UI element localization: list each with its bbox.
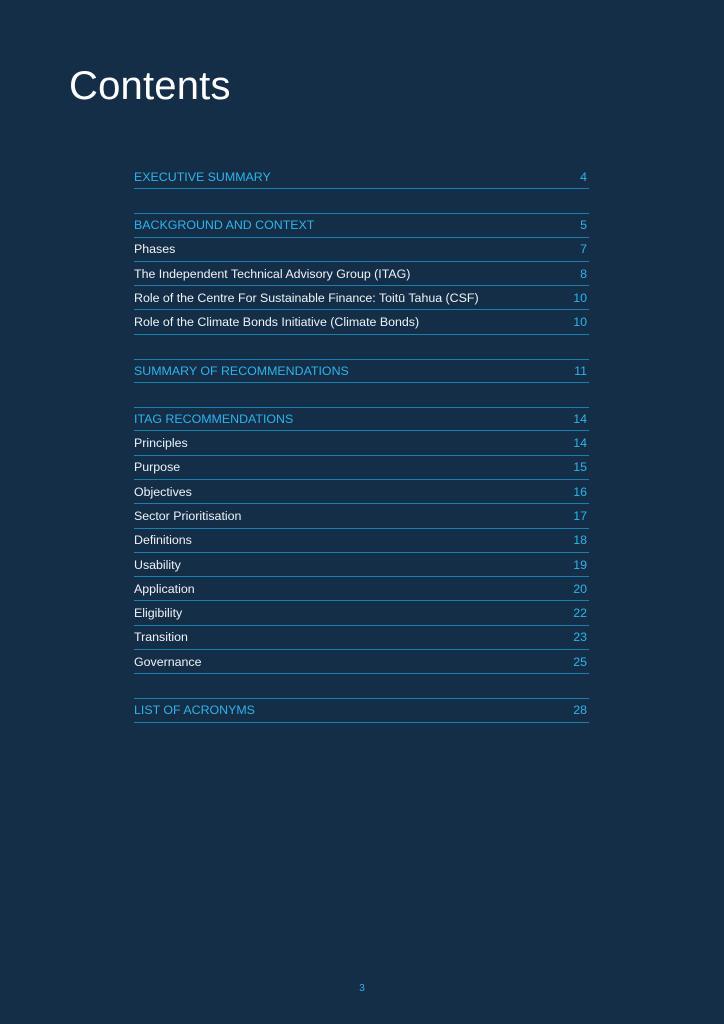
toc-page-number: 14 (573, 436, 587, 451)
toc-section-itag-recommendations (134, 407, 589, 674)
toc-item-label: Sector Prioritisation (134, 508, 242, 523)
toc-section-background-and-context (134, 213, 589, 334)
toc-item-label: Purpose (134, 460, 181, 475)
toc-item-phases[interactable] (134, 238, 589, 262)
toc-page-number: 17 (573, 508, 587, 523)
toc-heading-label: SUMMARY OF RECOMMENDATIONS (134, 363, 349, 378)
toc-page-number: 23 (573, 630, 587, 645)
toc-page-number: 11 (574, 363, 587, 378)
toc-item-usability[interactable] (134, 553, 589, 577)
toc-page-number: 25 (573, 654, 587, 669)
toc-section-executive-summary (134, 165, 589, 189)
toc-item-governance[interactable] (134, 650, 589, 674)
toc-item-transition[interactable] (134, 626, 589, 650)
toc-page-number: 20 (573, 581, 587, 596)
toc-item-label: Usability (134, 557, 181, 572)
toc-page-number: 28 (573, 703, 587, 718)
page-title: Contents (69, 64, 231, 108)
toc-item-label: Role of the Climate Bonds Initiative (Climate Bonds) (134, 315, 420, 330)
toc-page-number: 14 (573, 412, 587, 427)
toc-page-number: 7 (580, 242, 587, 257)
toc-item-purpose[interactable] (134, 456, 589, 480)
toc-item-label: Principles (134, 436, 188, 451)
toc-item-application[interactable] (134, 577, 589, 601)
toc-heading-label: LIST OF ACRONYMS (134, 703, 255, 718)
toc-heading-label: BACKGROUND AND CONTEXT (134, 218, 315, 233)
toc-item-label: The Independent Technical Advisory Group (ITAG) (134, 266, 411, 281)
toc-item-role-of-climate-bonds[interactable] (134, 310, 589, 334)
toc-page-number: 10 (573, 290, 587, 305)
toc-page-number: 4 (580, 169, 587, 184)
toc-page-number: 8 (580, 266, 587, 281)
toc-heading-executive-summary[interactable] (134, 165, 589, 189)
toc-page-number: 19 (573, 557, 587, 572)
toc-item-label: Application (134, 581, 195, 596)
toc-page-number: 10 (573, 315, 587, 330)
toc-item-itag[interactable] (134, 262, 589, 286)
toc-item-label: Transition (134, 630, 188, 645)
toc-item-principles[interactable] (134, 431, 589, 455)
toc-page-number: 18 (573, 533, 587, 548)
page-number: 3 (359, 983, 365, 994)
toc-item-label: Phases (134, 242, 176, 257)
toc-item-label: Governance (134, 654, 202, 669)
toc-page-number: 5 (580, 218, 587, 233)
toc-page-number: 22 (573, 606, 587, 621)
toc-heading-label: EXECUTIVE SUMMARY (134, 169, 271, 184)
toc-item-label: Eligibility (134, 606, 183, 621)
toc-item-objectives[interactable] (134, 480, 589, 504)
toc-page-number: 15 (573, 460, 587, 475)
toc-item-sector-prioritisation[interactable] (134, 504, 589, 528)
toc-item-label: Objectives (134, 484, 192, 499)
toc-heading-summary-of-recommendations[interactable] (134, 359, 589, 383)
toc-item-eligibility[interactable] (134, 601, 589, 625)
toc-heading-list-of-acronyms[interactable] (134, 698, 589, 722)
toc-heading-label: ITAG RECOMMENDATIONS (134, 412, 294, 427)
toc-item-role-of-csf[interactable] (134, 286, 589, 310)
toc-section-summary-of-recommendations (134, 359, 589, 383)
toc-section-list-of-acronyms (134, 698, 589, 722)
toc-page-number: 16 (573, 484, 587, 499)
toc-item-definitions[interactable] (134, 529, 589, 553)
toc-item-label: Role of the Centre For Sustainable Finance: Toitū Tahua (CSF) (134, 290, 479, 305)
toc-heading-background-and-context[interactable] (134, 213, 589, 237)
toc-item-label: Definitions (134, 533, 192, 548)
toc-heading-itag-recommendations[interactable] (134, 407, 589, 431)
table-of-contents (134, 165, 589, 747)
